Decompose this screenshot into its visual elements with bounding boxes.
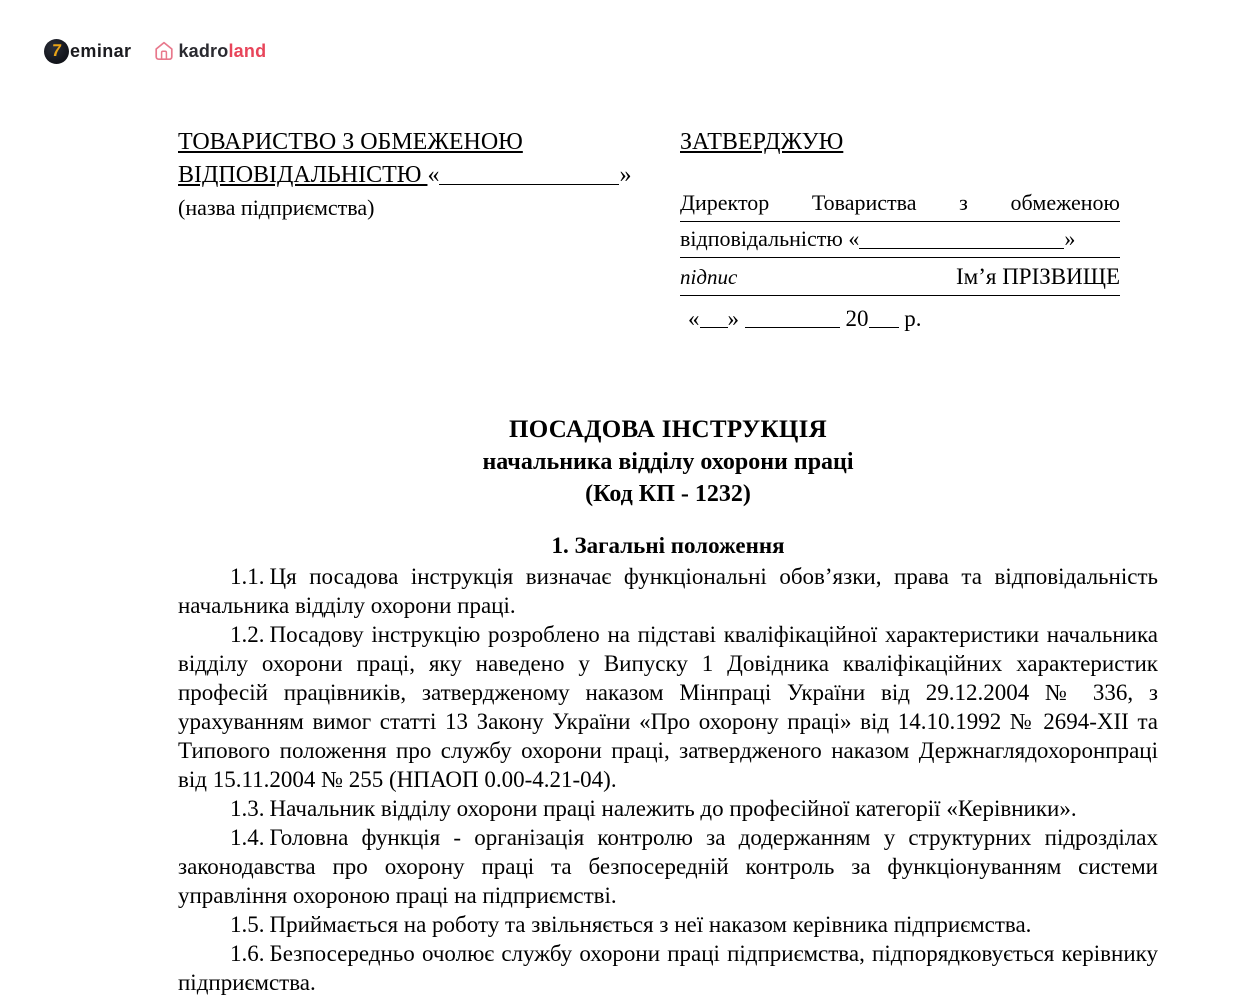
date-month-blank[interactable]	[745, 312, 840, 328]
approval-director-block	[680, 186, 1140, 336]
document-title-line-3: (Код КП - 1232)	[585, 481, 751, 507]
approval-director-line-1	[680, 186, 1120, 222]
director-quote-close: »	[1064, 226, 1076, 251]
paragraph-1-5-text: Приймається на роботу та звільняється з неї наказом керівника підприємства.	[269, 912, 1032, 937]
date-quote-open: «	[688, 306, 700, 331]
seminar-logo-text: eminar	[70, 40, 132, 61]
organization-name-line-1	[178, 126, 658, 159]
document-header	[178, 126, 1158, 336]
section-heading: 1. Загальні положення	[551, 533, 785, 558]
paragraph-1-4	[178, 823, 1158, 910]
director-word-2: Товариства	[811, 190, 917, 215]
approval-date-line	[680, 302, 1140, 336]
paragraph-1-1-text: Ця посадова інструкція визначає функціональні обов’язки, права та відповідальність начальника відділу охорони праці.	[178, 564, 1158, 618]
approval-signature-line	[680, 260, 1120, 296]
paragraph-1-3-number: 1.3.	[230, 796, 265, 821]
seminar-logo-digit: 7	[50, 40, 63, 60]
director-line-2-text: відповідальністю	[680, 226, 849, 251]
organization-quote-open: «	[427, 162, 440, 188]
paragraph-1-3	[178, 794, 1158, 823]
paragraph-1-4-number: 1.4.	[230, 825, 265, 850]
paragraph-1-2-text: Посадову інструкцію розроблено на підставі кваліфікаційної характеристики начальника відділу охорони праці, яку наведено у Випуску 1 Довідника кваліфікаційних характеристик професій працівників, затвердженому наказом Мінпраці України від 29.12.2004 № 336, з урахуванням вимог статті 13 Закону України «Про охорону праці» від 14.10.1992 № 2694-XII та Типового положення про службу охорони праці, затвердженого наказом Держнаглядохоронпраці від 15.11.2004 № 255 (НПАОП 0.00-4.21-04).	[178, 622, 1158, 792]
paragraph-1-1	[178, 562, 1158, 620]
date-year-prefix: 20	[845, 306, 869, 331]
signature-label: підпис	[680, 265, 738, 289]
director-org-blank[interactable]	[859, 230, 1064, 249]
organization-caption: (назва підприємства)	[178, 195, 375, 220]
organization-name-line-2	[178, 159, 658, 192]
organization-block	[178, 126, 658, 224]
document-title-block	[178, 414, 1158, 510]
kadroland-logo-text-accent: land	[228, 40, 267, 61]
date-year-blank[interactable]	[869, 312, 899, 328]
document-title-line-2: начальника відділу охорони праці	[482, 449, 854, 475]
paragraph-1-6-text: Безпосередньо очолює службу охорони праці підприємства, підпорядковується керівнику підприємства.	[178, 941, 1158, 995]
approval-label	[680, 126, 1140, 158]
approval-block	[680, 126, 1140, 336]
paragraph-1-1-number: 1.1.	[230, 564, 265, 589]
organization-name-line-2-text: ВІДПОВІДАЛЬНІСТЮ	[178, 162, 428, 188]
director-word-3: з	[959, 190, 968, 215]
director-quote-open: «	[848, 226, 860, 251]
paragraph-1-2-number: 1.2.	[230, 622, 265, 647]
kadroland-logo-text-dark: kadro	[178, 40, 229, 61]
date-year-suffix: р.	[904, 306, 922, 331]
organization-name-line-1-text: ТОВАРИСТВО З ОБМЕЖЕНОЮ	[178, 129, 523, 155]
document-title-line-1: ПОСАДОВА ІНСТРУКЦІЯ	[508, 416, 828, 443]
paragraph-1-3-text: Начальник відділу охорони праці належить до професійної категорії «Керівники».	[269, 796, 1077, 821]
signature-name-placeholder: Ім’я ПРІЗВИЩЕ	[956, 264, 1120, 289]
approval-director-line-2	[680, 222, 1120, 258]
director-word-1: Директор	[680, 190, 770, 215]
director-word-4: обмеженою	[1010, 190, 1120, 215]
date-day-blank[interactable]	[700, 312, 728, 328]
organization-name-blank[interactable]	[439, 165, 619, 185]
document-body	[178, 562, 1158, 997]
paragraph-1-2	[178, 620, 1158, 794]
paragraph-1-5	[178, 910, 1158, 939]
paragraph-1-5-number: 1.5.	[230, 912, 265, 937]
organization-quote-close: »	[619, 162, 632, 188]
paragraph-1-6-number: 1.6.	[230, 941, 265, 966]
approval-label-text: ЗАТВЕРДЖУЮ	[680, 129, 844, 155]
date-quote-close: »	[727, 306, 739, 331]
paragraph-1-4-text: Головна функція - організація контролю за додержанням у структурних підрозділах законодавства про охорону праці та безпосередній контроль за функціонуванням системи управління охороною праці на підприємстві.	[178, 825, 1158, 908]
paragraph-1-6	[178, 939, 1158, 997]
